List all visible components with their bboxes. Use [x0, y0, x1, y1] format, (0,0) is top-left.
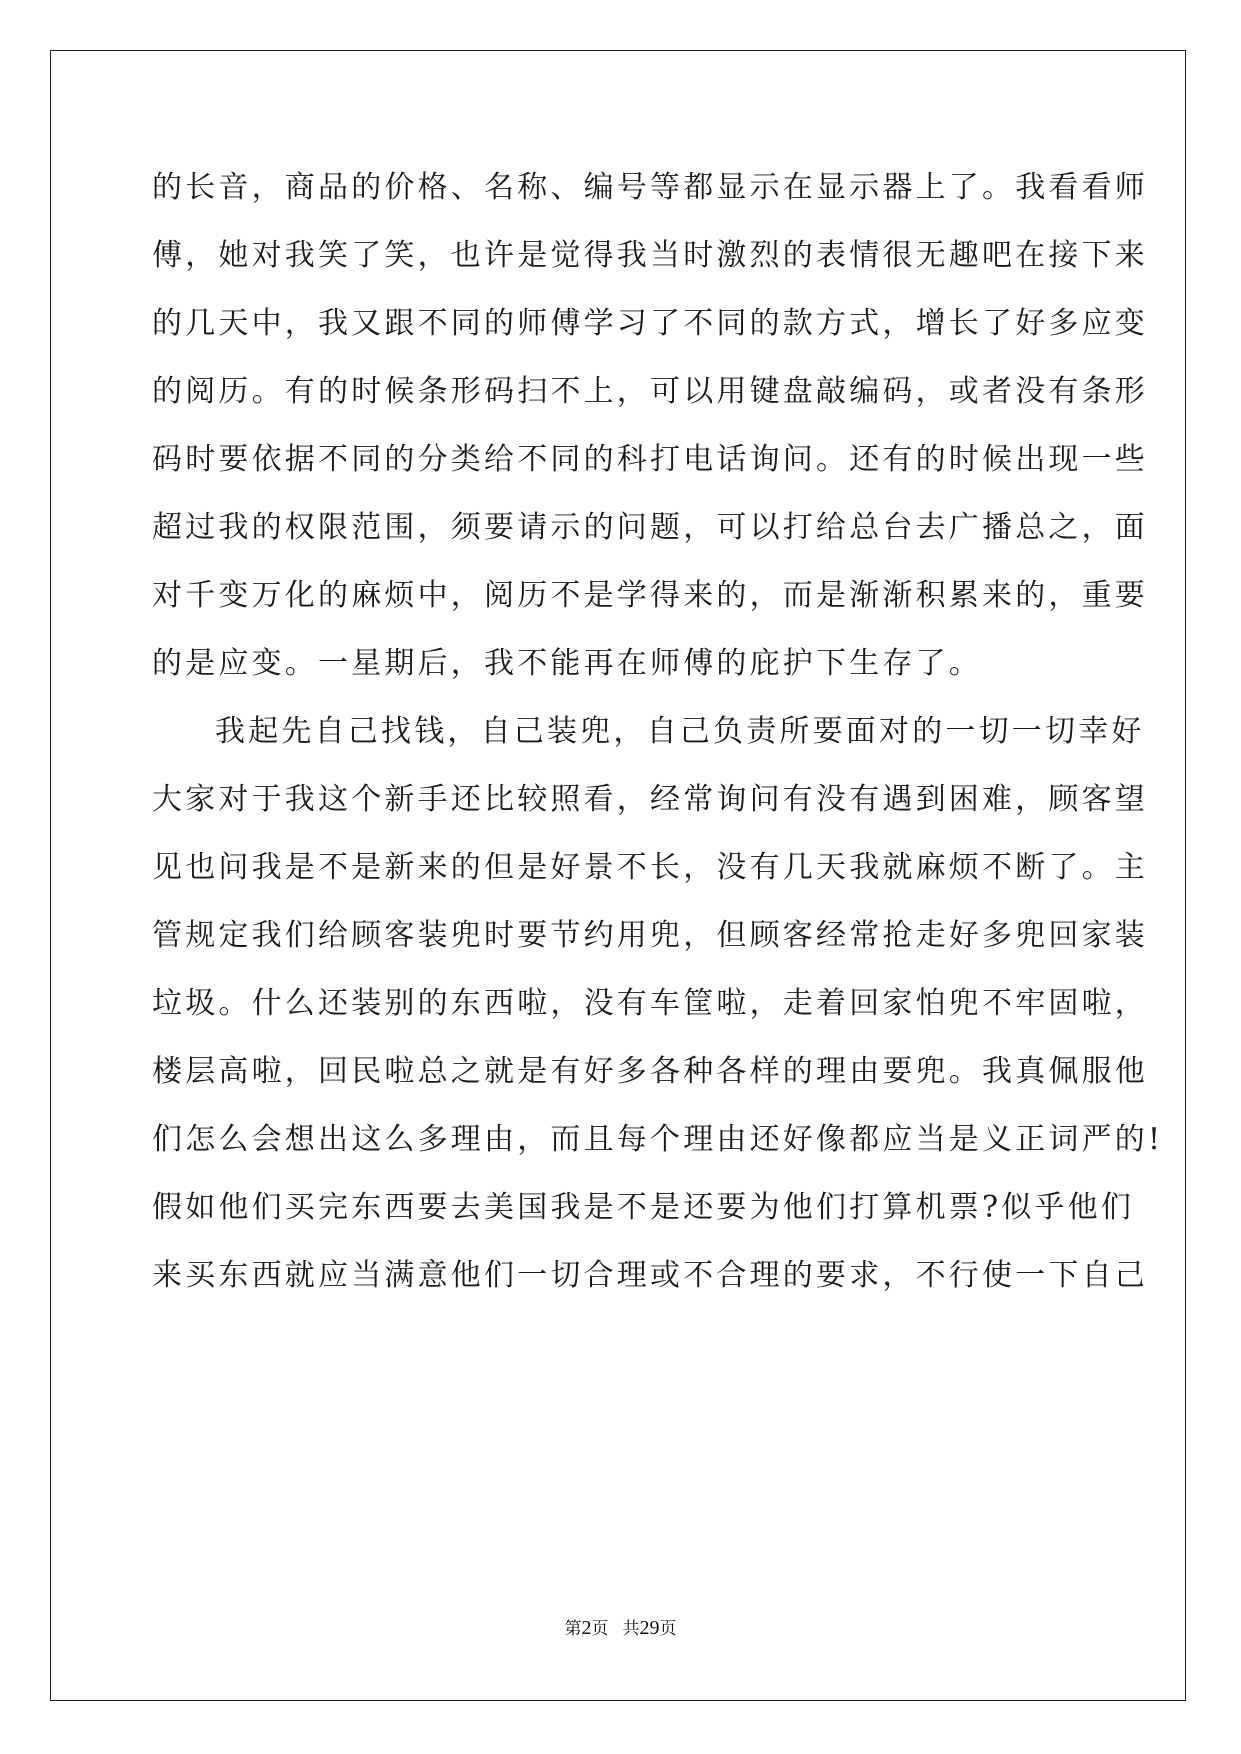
text-line: 假如他们买完东西要去美国我是不是还要为他们打算机票?似乎他们 — [152, 1190, 1135, 1225]
total-unit: 页 — [659, 1619, 677, 1639]
document-body — [152, 154, 1164, 1310]
text-line: 超过我的权限范围，须要请示的问题，可以打给总台去广播总之，面 — [152, 510, 1148, 545]
page-prefix: 第 — [564, 1619, 582, 1639]
text-line: 的长音，商品的价格、名称、编号等都显示在显示器上了。我看看师 — [152, 170, 1148, 205]
text-line: 的是应变。一星期后，我不能再在师傅的庇护下生存了。 — [152, 646, 982, 681]
page-total: 29 — [639, 1617, 660, 1639]
text-line: 码时要依据不同的分类给不同的科打电话询问。还有的时候出现一些 — [152, 442, 1148, 477]
text-line: 对千变万化的麻烦中，阅历不是学得来的，而是渐渐积累来的，重要 — [152, 578, 1148, 613]
text-line: 垃圾。什么还装别的东西啦，没有车筐啦，走着回家怕兜不牢固啦， — [152, 986, 1148, 1021]
page-footer — [0, 1616, 1241, 1641]
text-line: 们怎么会想出这么多理由，而且每个理由还好像都应当是义正词严的! — [152, 1122, 1164, 1157]
text-line: 楼层高啦，回民啦总之就是有好多各种各样的理由要兜。我真佩服他 — [152, 1054, 1148, 1089]
paragraph-start-line: 我起先自己找钱，自己装兜，自己负责所要面对的一切一切幸好 — [215, 714, 1145, 749]
text-line: 管规定我们给顾客装兜时要节约用兜，但顾客经常抢走好多兜回家装 — [152, 918, 1148, 953]
text-line: 傅，她对我笑了笑，也许是觉得我当时激烈的表情很无趣吧在接下来 — [152, 238, 1148, 273]
text-line: 的阅历。有的时候条形码扫不上，可以用键盘敲编码，或者没有条形 — [152, 374, 1148, 409]
total-prefix: 共 — [622, 1619, 640, 1639]
text-line: 来买东西就应当满意他们一切合理或不合理的要求，不行使一下自己 — [152, 1258, 1148, 1293]
page-unit: 页 — [591, 1619, 609, 1639]
text-line: 的几天中，我又跟不同的师傅学习了不同的款方式，增长了好多应变 — [152, 306, 1148, 341]
page-number: 2 — [581, 1617, 592, 1639]
text-line: 大家对于我这个新手还比较照看，经常询问有没有遇到困难，顾客望 — [152, 782, 1148, 817]
text-line: 见也问我是不是新来的但是好景不长，没有几天我就麻烦不断了。主 — [152, 850, 1148, 885]
